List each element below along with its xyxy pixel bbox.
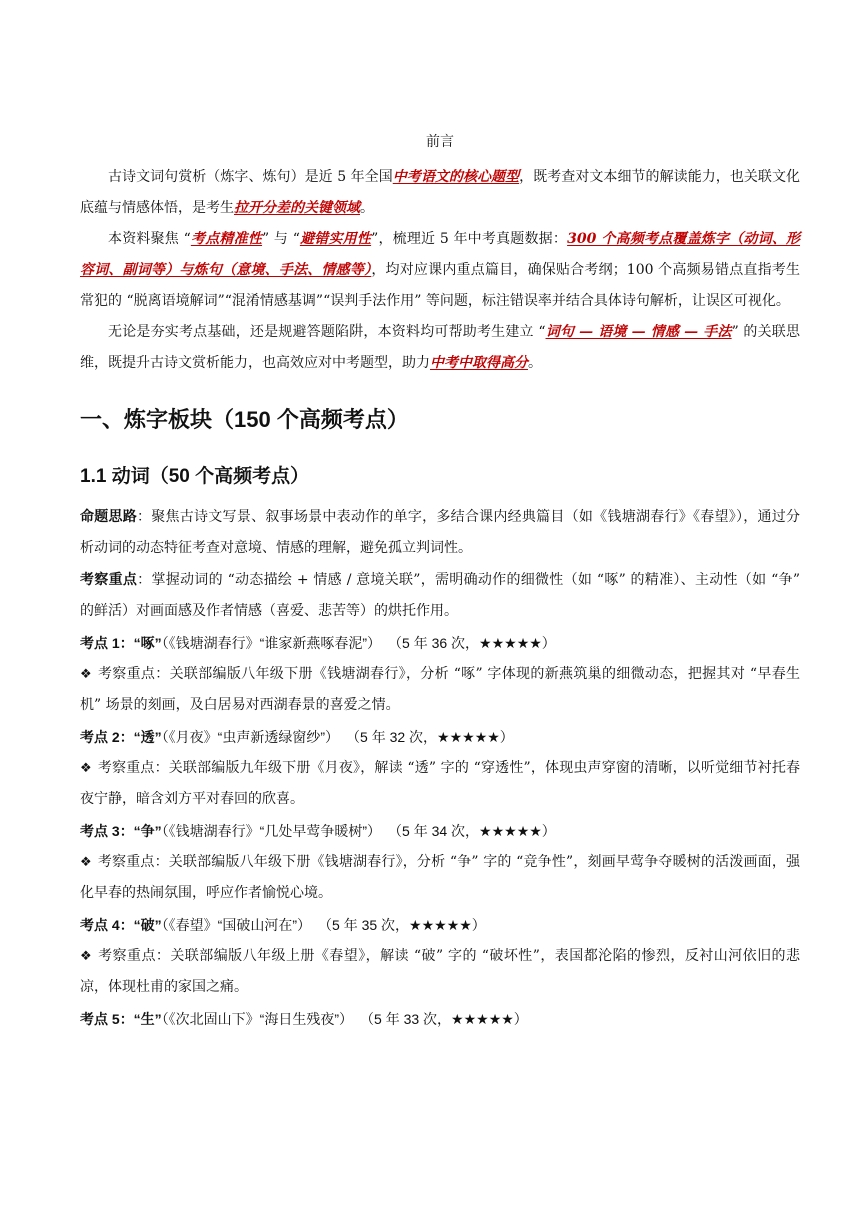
- key-point-number: 考点 1: [80, 635, 120, 651]
- preface-paragraph-2: [80, 224, 800, 317]
- highlight-300-points: 300 个高频考点覆盖炼字（动词、形容词、副词等）与炼句（意境、手法、情感等）: [80, 231, 801, 278]
- note-label: 考察重点: [97, 854, 155, 870]
- text-run: ” 与 “: [262, 231, 300, 247]
- highlight-thinking-chain: 词句 — 语境 — 情感 — 手法: [545, 324, 732, 340]
- diamond-bullet-icon: ❖: [80, 949, 93, 964]
- exam-focus: [80, 564, 800, 627]
- highlight-practicality: 避错实用性: [299, 231, 372, 247]
- diamond-bullet-icon: ❖: [80, 761, 92, 776]
- key-point-source: （《春望》“国破山河在”）: [161, 917, 312, 933]
- diamond-bullet-icon: ❖: [80, 667, 92, 682]
- highlight-high-score: 中考中取得高分: [430, 355, 528, 371]
- key-point-4: [80, 909, 800, 941]
- key-point-note-3: [80, 847, 800, 909]
- preface-paragraph-3: [80, 317, 800, 379]
- highlight-key-area: 拉开分差的关键领域: [234, 200, 360, 216]
- proposition-idea-text: ：聚焦古诗文写景、叙事场景中表动作的单字，多结合课内经典篇目（如《钱塘湖春行》《春望》），通过分析动词的动态特征考查对意境、情感的理解，避免孤立判词性。: [80, 509, 801, 556]
- key-point-stats: （5 年 34 次，★★★★★）: [395, 823, 556, 839]
- note-label: 考察重点: [97, 760, 155, 776]
- key-point-word: ：“争”: [119, 823, 162, 839]
- proposition-idea: [80, 501, 800, 564]
- proposition-idea-label: 命题思路: [80, 508, 138, 524]
- note-text: ：关联部编版八年级上册《春望》，解读 “破” 字的 “破坏性”，表国都沦陷的惨烈，反衬山河依旧的悲凉，体现杜甫的家国之痛。: [80, 948, 800, 995]
- text-run: ，既考查对文本细节的解读能力，也关联文化底蕴与情感体悟，是考生: [80, 169, 801, 216]
- key-point-1: [80, 627, 800, 659]
- text-run: 无论是夯实考点基础，还是规避答题陷阱，本资料均可帮助考生建立 “: [108, 324, 546, 340]
- key-point-word: ：“啄”: [119, 635, 162, 651]
- text-run: 。: [528, 355, 542, 371]
- key-point-word: ：“生”: [119, 1011, 162, 1027]
- note-text: ：关联部编版九年级下册《月夜》，解读 “透” 字的 “穿透性”，体现虫声穿窗的清晰，以听觉细节衬托春夜宁静，暗含刘方平对春回的欣喜。: [80, 760, 801, 807]
- text-run: 本资料聚焦 “: [108, 231, 191, 247]
- note-text: ：关联部编版八年级下册《钱塘湖春行》，分析 “啄” 字体现的新燕筑巢的细微动态，把握其对 “早春生机” 场景的刻画，及白居易对西湖春景的喜爱之情。: [80, 666, 801, 713]
- key-point-stats: （5 年 33 次，★★★★★）: [367, 1011, 528, 1027]
- note-text: ：关联部编版八年级下册《钱塘湖春行》，分析 “争” 字的 “竞争性”，刻画早莺争夺暖树的活泼画面，强化早春的热闹氛围，呼应作者愉悦心境。: [80, 854, 801, 901]
- key-point-source: （《次北固山下》“海日生残夜”）: [161, 1011, 354, 1027]
- key-point-stats: （5 年 32 次，★★★★★）: [353, 729, 514, 745]
- diamond-bullet-icon: ❖: [80, 855, 92, 870]
- key-point-number: 考点 2: [80, 729, 120, 745]
- key-point-number: 考点 5: [80, 1011, 120, 1027]
- key-point-stats: （5 年 35 次，★★★★★）: [325, 917, 486, 933]
- preface-paragraph-1: [80, 162, 800, 224]
- key-point-2: [80, 721, 800, 753]
- note-label: 考察重点: [97, 666, 156, 682]
- preface-title: 前言: [426, 134, 454, 150]
- key-point-source: （《月夜》“虫声新透绿窗纱”）: [161, 729, 340, 745]
- key-point-stats: （5 年 36 次，★★★★★）: [395, 635, 556, 651]
- key-point-note-1: [80, 659, 800, 721]
- document-page: [80, 132, 800, 1035]
- exam-focus-label: 考察重点: [80, 571, 138, 587]
- key-point-5: [80, 1003, 800, 1035]
- key-point-number: 考点 3: [80, 823, 120, 839]
- key-point-source: （《钱塘湖春行》“几处早莺争暖树”）: [161, 823, 382, 839]
- key-point-source: （《钱塘湖春行》“谁家新燕啄春泥”）: [161, 635, 382, 651]
- highlight-precision: 考点精准性: [190, 231, 263, 247]
- note-label: 考察重点: [98, 948, 156, 964]
- section-heading: 一、炼字板块（150 个高频考点）: [80, 407, 409, 432]
- key-point-number: 考点 4: [80, 917, 120, 933]
- text-run: ” 的关联思维，既提升古诗文赏析能力，也高效应对中考题型，助力: [80, 324, 800, 371]
- key-point-note-4: [80, 941, 800, 1003]
- text-run: 古诗文词句赏析（炼字、炼句）是近 5 年全国: [108, 169, 393, 185]
- key-point-word: ：“破”: [119, 917, 162, 933]
- key-point-3: [80, 815, 800, 847]
- key-point-note-2: [80, 753, 800, 815]
- key-point-word: ：“透”: [119, 729, 162, 745]
- text-run: ，均对应课内重点篇目，确保贴合考纲；100 个高频易错点直指考生常犯的 “脱离语境解词”“混淆情感基调”“误判手法作用” 等问题，标注错误率并结合具体诗句解析，让误区可视化。: [80, 262, 801, 309]
- exam-focus-text: ：掌握动词的 “动态描绘 + 情感 / 意境关联”，需明确动作的细微性（如 “啄” 的精准）、主动性（如 “争” 的鲜活）对画面感及作者情感（喜爱、悲苦等）的烘托作用。: [80, 572, 801, 619]
- text-run: 。: [360, 200, 374, 216]
- text-run: ”，梳理近 5 年中考真题数据：: [371, 231, 568, 247]
- highlight-core-question-type: 中考语文的核心题型: [392, 169, 520, 185]
- subsection-heading: 1.1 动词（50 个高频考点）: [80, 466, 310, 487]
